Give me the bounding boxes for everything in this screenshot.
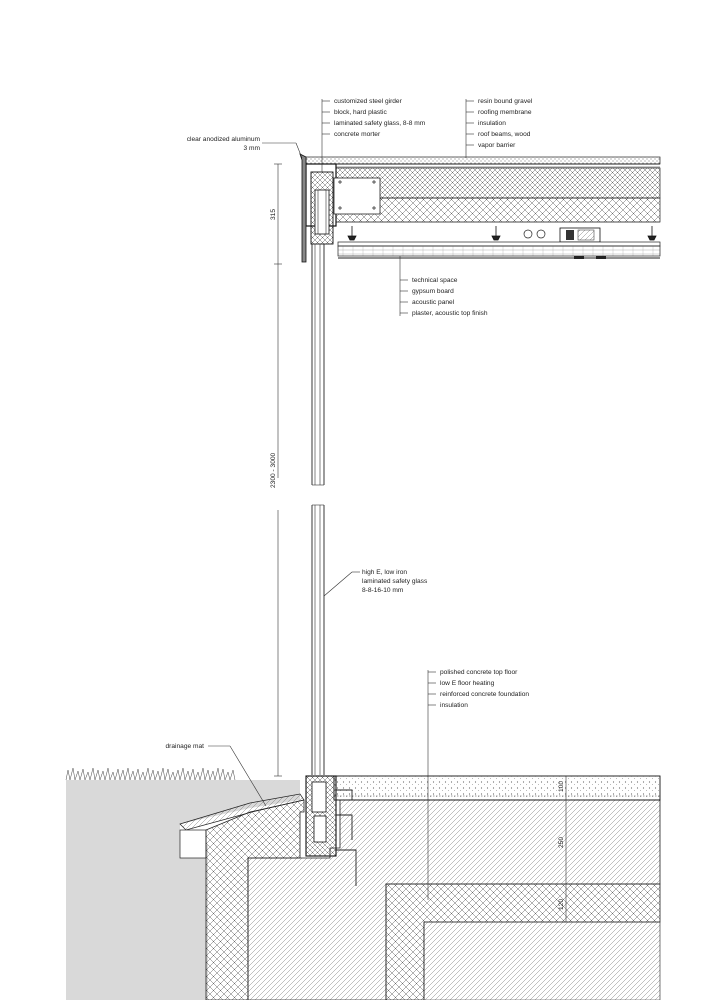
resin-gravel-layer: [306, 157, 660, 164]
glass-facade: [312, 244, 324, 775]
acoustic-panel: [338, 246, 660, 256]
dim-floor-bottom: 120: [558, 898, 565, 910]
label-concrete-foundation: reinforced concrete foundation: [440, 691, 530, 698]
label-glass-thickness: 8-8-16-10 mm: [362, 587, 404, 594]
label-technical-space: technical space: [412, 277, 458, 284]
label-acoustic-panel: acoustic panel: [412, 299, 455, 306]
label-insulation-roof: insulation: [478, 120, 506, 127]
label-vapor-barrier: vapor barrier: [478, 142, 516, 149]
dim-floor-top: 100: [558, 780, 565, 792]
label-gypsum-board: gypsum board: [412, 288, 454, 295]
label-hard-plastic: block, hard plastic: [334, 109, 387, 116]
label-glass-type: high E, low iron: [362, 569, 408, 576]
label-polished-floor: polished concrete top floor: [440, 669, 518, 676]
label-laminated-glass: laminated safety glass, 8-8 mm: [334, 120, 426, 127]
label-resin-gravel: resin bound gravel: [478, 98, 533, 105]
polished-concrete-floor: [334, 776, 660, 800]
label-roof-beams: roof beams, wood: [478, 131, 531, 138]
grass: [66, 768, 235, 780]
foundation-assembly: [66, 768, 660, 1000]
label-insulation-floor: insulation: [440, 702, 468, 709]
label-drainage-mat: drainage mat: [165, 743, 204, 750]
roof-assembly: [300, 154, 660, 262]
label-roofing-membrane: roofing membrane: [478, 109, 532, 116]
dim-floor-mid: 250: [558, 836, 565, 848]
label-aluminum: clear anodized aluminum: [186, 136, 260, 143]
dim-roof-height: 315: [270, 208, 277, 220]
label-floor-heating: low E floor heating: [440, 680, 495, 687]
label-plaster: plaster, acoustic top finish: [412, 310, 488, 317]
gypsum-board: [338, 242, 660, 246]
label-aluminum-thickness: 3 mm: [243, 145, 260, 152]
dim-glass-height: 2300 - 3000: [270, 452, 277, 488]
label-glass-laminated: laminated safety glass: [362, 578, 428, 585]
aluminum-cap: [300, 154, 306, 262]
label-concrete-morter: concrete morter: [334, 131, 381, 138]
label-steel-girder: customized steel girder: [334, 98, 402, 105]
